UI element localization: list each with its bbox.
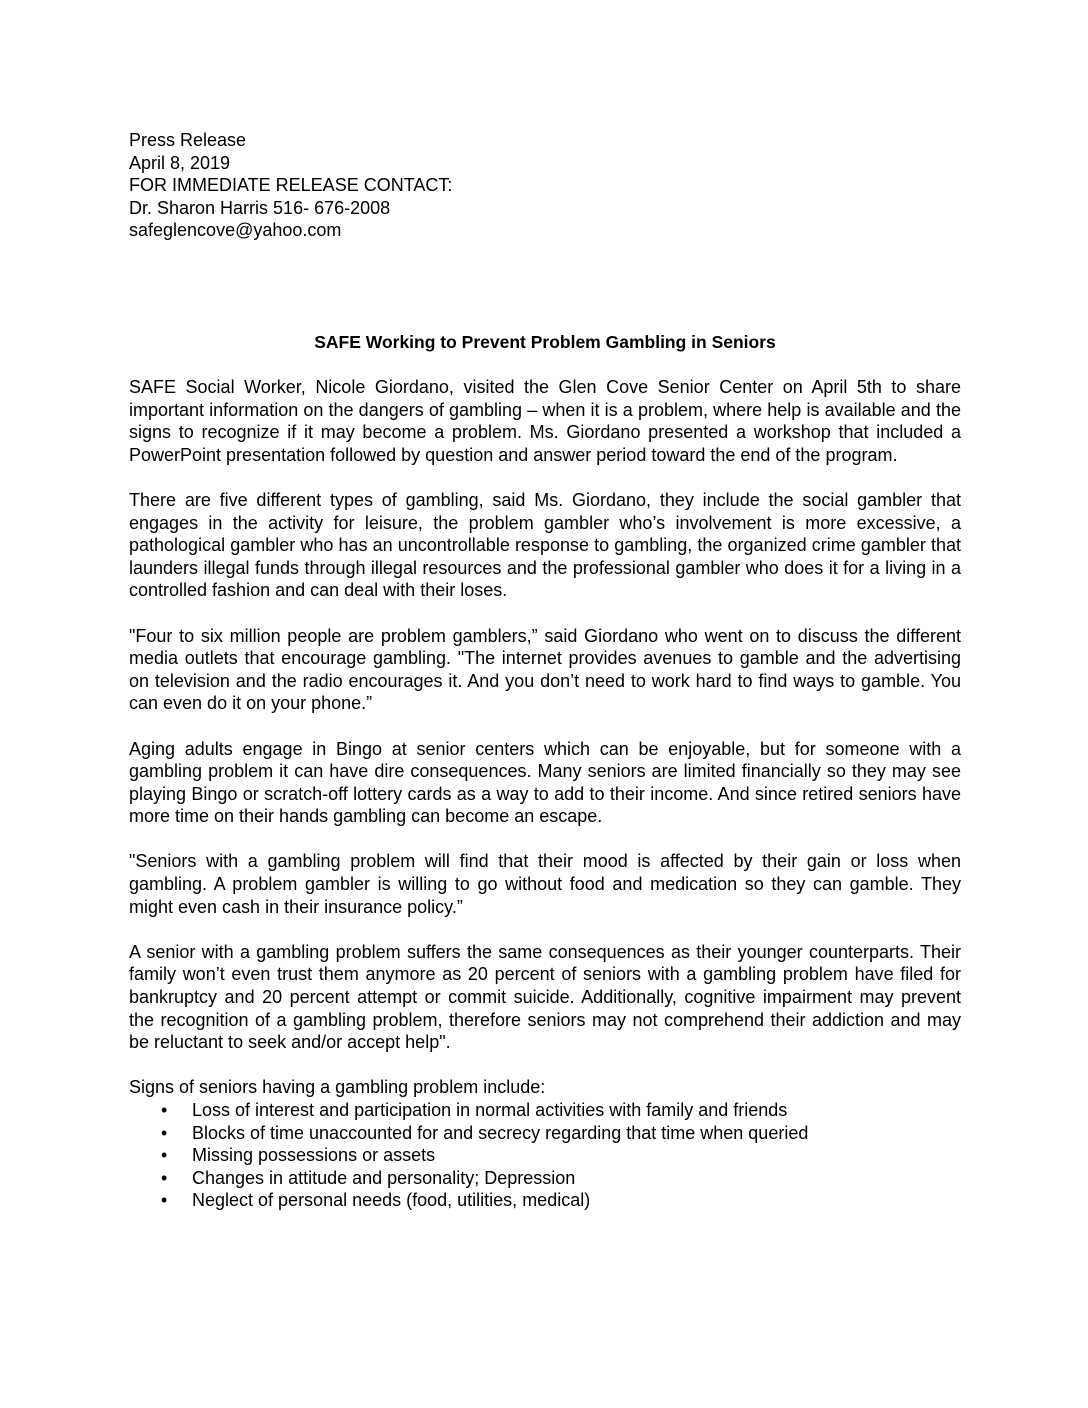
contact-email: safeglencove@yahoo.com — [129, 220, 342, 240]
release-contact-label: FOR IMMEDIATE RELEASE CONTACT: — [129, 175, 453, 195]
list-item — [129, 1144, 961, 1167]
contact-name-phone: Dr. Sharon Harris 516- 676-2008 — [129, 197, 391, 218]
paragraph: A senior with a gambling problem suffers the same consequences as their younger counterparts. Their family won’t even trust them anymore as 20 percent of seniors with a gambling problem have filed for bankruptcy and 20 percent attempt or commit suicide. Additionally, cognitive impairment may prevent the recognition of a gambling problem, therefore seniors may not comprehend their addiction and may be reluctant to seek and/or accept help". — [129, 941, 961, 1053]
signs-list — [129, 1099, 961, 1212]
article-title: SAFE Working to Prevent Problem Gambling in Seniors — [314, 332, 776, 352]
press-release-label: Press Release — [129, 130, 247, 150]
bullet-icon: • — [161, 1145, 168, 1166]
bullet-icon: • — [161, 1122, 168, 1143]
list-item — [129, 1122, 961, 1145]
list-item-text: Blocks of time unaccounted for and secrecy regarding that time when queried — [192, 1122, 809, 1143]
article-body — [129, 376, 961, 1212]
list-item — [129, 1099, 961, 1122]
bullet-icon: • — [161, 1100, 168, 1120]
bullet-icon: • — [161, 1167, 168, 1188]
release-date: April 8, 2019 — [129, 152, 231, 173]
list-item — [129, 1189, 961, 1212]
paragraph: "Four to six million people are problem gamblers,” said Giordano who went on to discuss the different media outlets that encourage gambling. "The internet provides avenues to gamble and the advertising on television and the radio encourages it. And you don’t need to work hard to find ways to gamble. You can even do it on your phone.” — [129, 625, 961, 714]
list-item — [129, 1167, 961, 1190]
list-item-text: Missing possessions or assets — [192, 1145, 436, 1166]
press-release-header — [129, 129, 452, 242]
list-item-text: Loss of interest and participation in normal activities with family and friends — [192, 1100, 788, 1120]
signs-intro: Signs of seniors having a gambling problem include: — [129, 1077, 546, 1098]
list-item-text: Changes in attitude and personality; Depression — [192, 1167, 576, 1188]
paragraph: Aging adults engage in Bingo at senior centers which can be enjoyable, but for someone with a gambling problem it can have dire consequences. Many seniors are limited financially so they may see playing Bingo or scratch-off lottery cards as a way to add to their income. And since retired seniors have more time on their hands gambling can become an escape. — [129, 738, 961, 827]
paragraph: "Seniors with a gambling problem will find that their mood is affected by their gain or loss when gambling. A problem gambler is willing to go without food and medication so they can gamble. They might even cash in their insurance policy.” — [129, 851, 961, 917]
paragraph: There are five different types of gambling, said Ms. Giordano, they include the social gambler that engages in the activity for leisure, the problem gambler who’s involvement is more excessive, a pathological gambler who has an uncontrollable response to gambling, the organized crime gambler that launders illegal funds through illegal resources and the professional gambler who does it for a living in a controlled fashion and can deal with their loses. — [129, 489, 961, 601]
bullet-icon: • — [161, 1190, 168, 1211]
list-item-text: Neglect of personal needs (food, utilities, medical) — [192, 1190, 591, 1211]
paragraph: SAFE Social Worker, Nicole Giordano, visited the Glen Cove Senior Center on April 5th to share important information on the dangers of gambling – when it is a problem, where help is available and the signs to recognize if it may become a problem. Ms. Giordano presented a workshop that included a PowerPoint presentation followed by question and answer period toward the end of the program. — [129, 377, 961, 465]
